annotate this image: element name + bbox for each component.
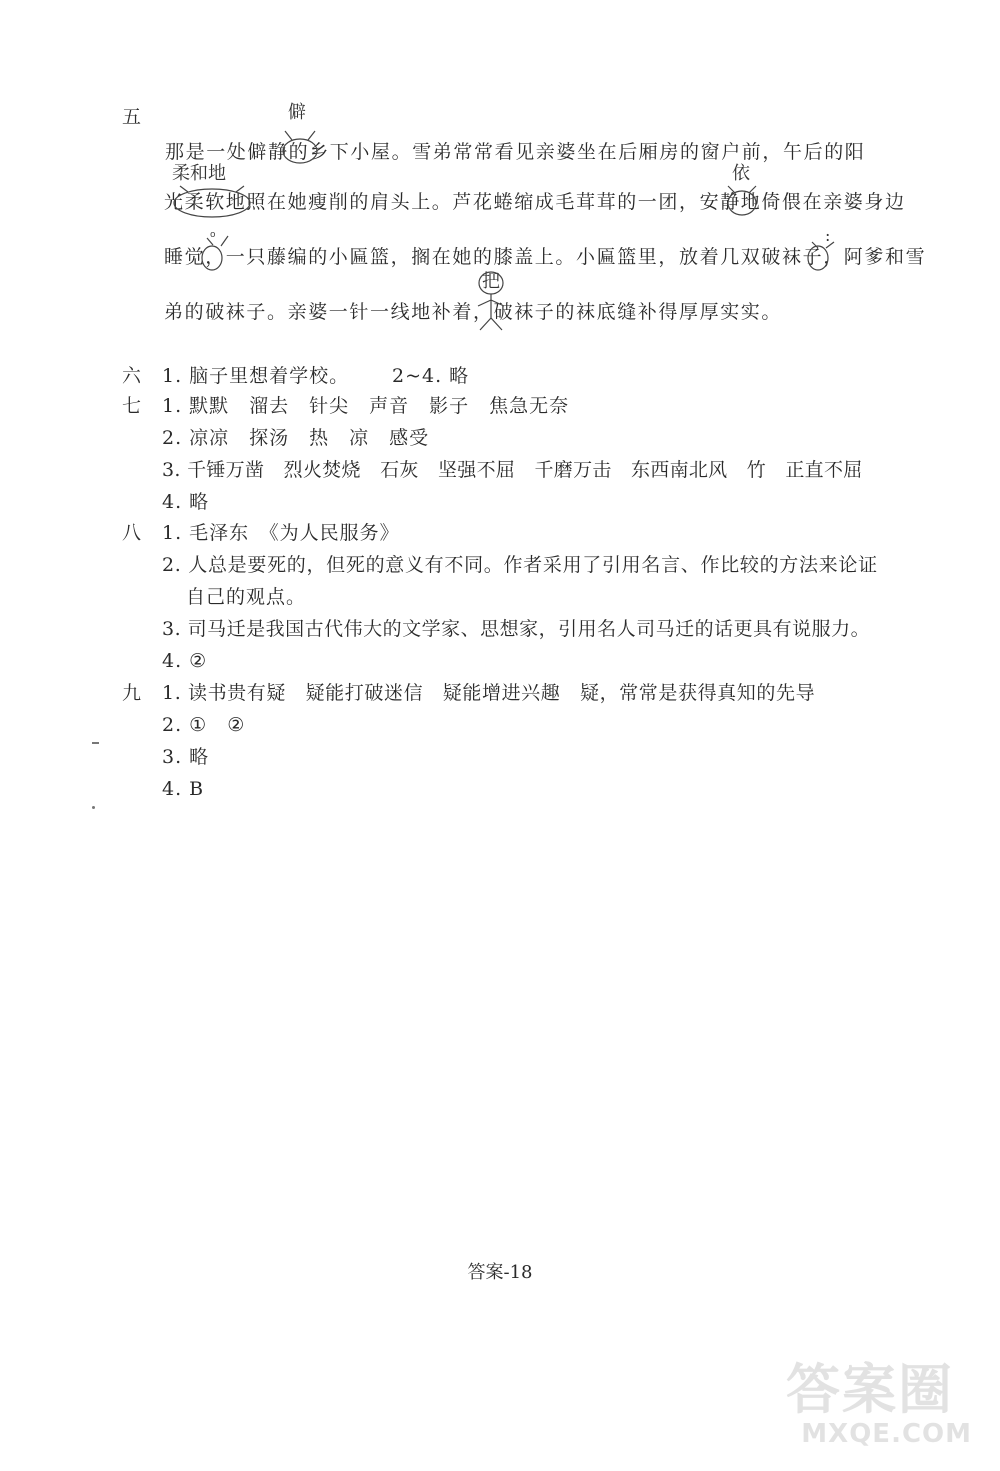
ba-item-2-continued: 自己的观点。: [186, 586, 307, 608]
section-numeral-qi: 七: [122, 395, 142, 417]
passage-line-1: 那是一处僻静的乡下小屋。雪弟常常看见亲婆坐在后厢房的窗户前，午后的阳: [165, 141, 866, 163]
watermark-title: 答案圈: [786, 1358, 954, 1421]
scan-speck: [92, 742, 99, 744]
qi-item-2: 2. 凉凉 探汤 热 凉 感受: [162, 427, 430, 449]
qi-item-1: 1. 默默 溜去 针尖 声音 影子 焦急无奈: [162, 395, 570, 417]
scan-speck: [92, 806, 95, 809]
liu-item-2: 2~4. 略: [392, 365, 470, 387]
ba-item-1: 1. 毛泽东 《为人民服务》: [162, 522, 400, 544]
passage-line-4: 弟的破袜子。亲婆一针一线地补着，破袜子的袜底缝补得厚厚实实。: [164, 301, 783, 323]
jiu-item-2: 2. ① ②: [162, 714, 246, 736]
correction-pi: 僻: [288, 102, 306, 123]
section-numeral-ba: 八: [122, 522, 142, 544]
correction-rouhedi: 柔和地: [172, 163, 226, 184]
passage-line-3: 睡觉，一只藤编的小匾篮，搁在她的膝盖上。小匾篮里，放着几双破袜子，阿爹和雪: [164, 246, 927, 268]
comma-o-note: o: [210, 230, 216, 240]
ba-item-2: 2. 人总是要死的，但死的意义有不同。作者采用了引用名言、作比较的方法来论证: [162, 554, 878, 576]
qi-item-4: 4. 略: [162, 491, 210, 513]
correction-ba: 把: [482, 271, 500, 292]
ba-item-4: 4. ②: [162, 650, 208, 672]
qi-item-3: 3. 千锤万凿 烈火焚烧 石灰 坚强不屈 千磨万击 东西南北风 竹 正直不屈: [162, 459, 863, 481]
ba-item-3: 3. 司马迁是我国古代伟大的文学家、思想家，引用名人司马迁的话更具有说服力。: [162, 618, 871, 640]
passage-line-2: 光柔软地照在她瘦削的肩头上。芦花蜷缩成毛茸茸的一团，安静地倚偎在亲婆身边: [164, 191, 906, 213]
page-number: 答案-18: [467, 1262, 533, 1283]
caret-pi-mark: [285, 131, 315, 140]
correction-yi: 依: [732, 163, 750, 184]
jiu-item-4: 4. B: [162, 778, 205, 800]
watermark-logo: [772, 1347, 972, 1457]
jiu-item-3: 3. 略: [162, 746, 210, 768]
jiu-item-1: 1. 读书贵有疑 疑能打破迷信 疑能增进兴趣 疑，常常是获得真知的先导: [162, 682, 816, 704]
section-numeral-liu: 六: [122, 365, 142, 387]
correction-colon: :: [825, 226, 831, 245]
liu-item-1: 1. 脑子里想着学校。: [162, 365, 350, 387]
section-numeral-wu: 五: [122, 106, 142, 128]
watermark-url: MXQE.COM: [801, 1419, 972, 1449]
section-numeral-jiu: 九: [122, 682, 142, 704]
